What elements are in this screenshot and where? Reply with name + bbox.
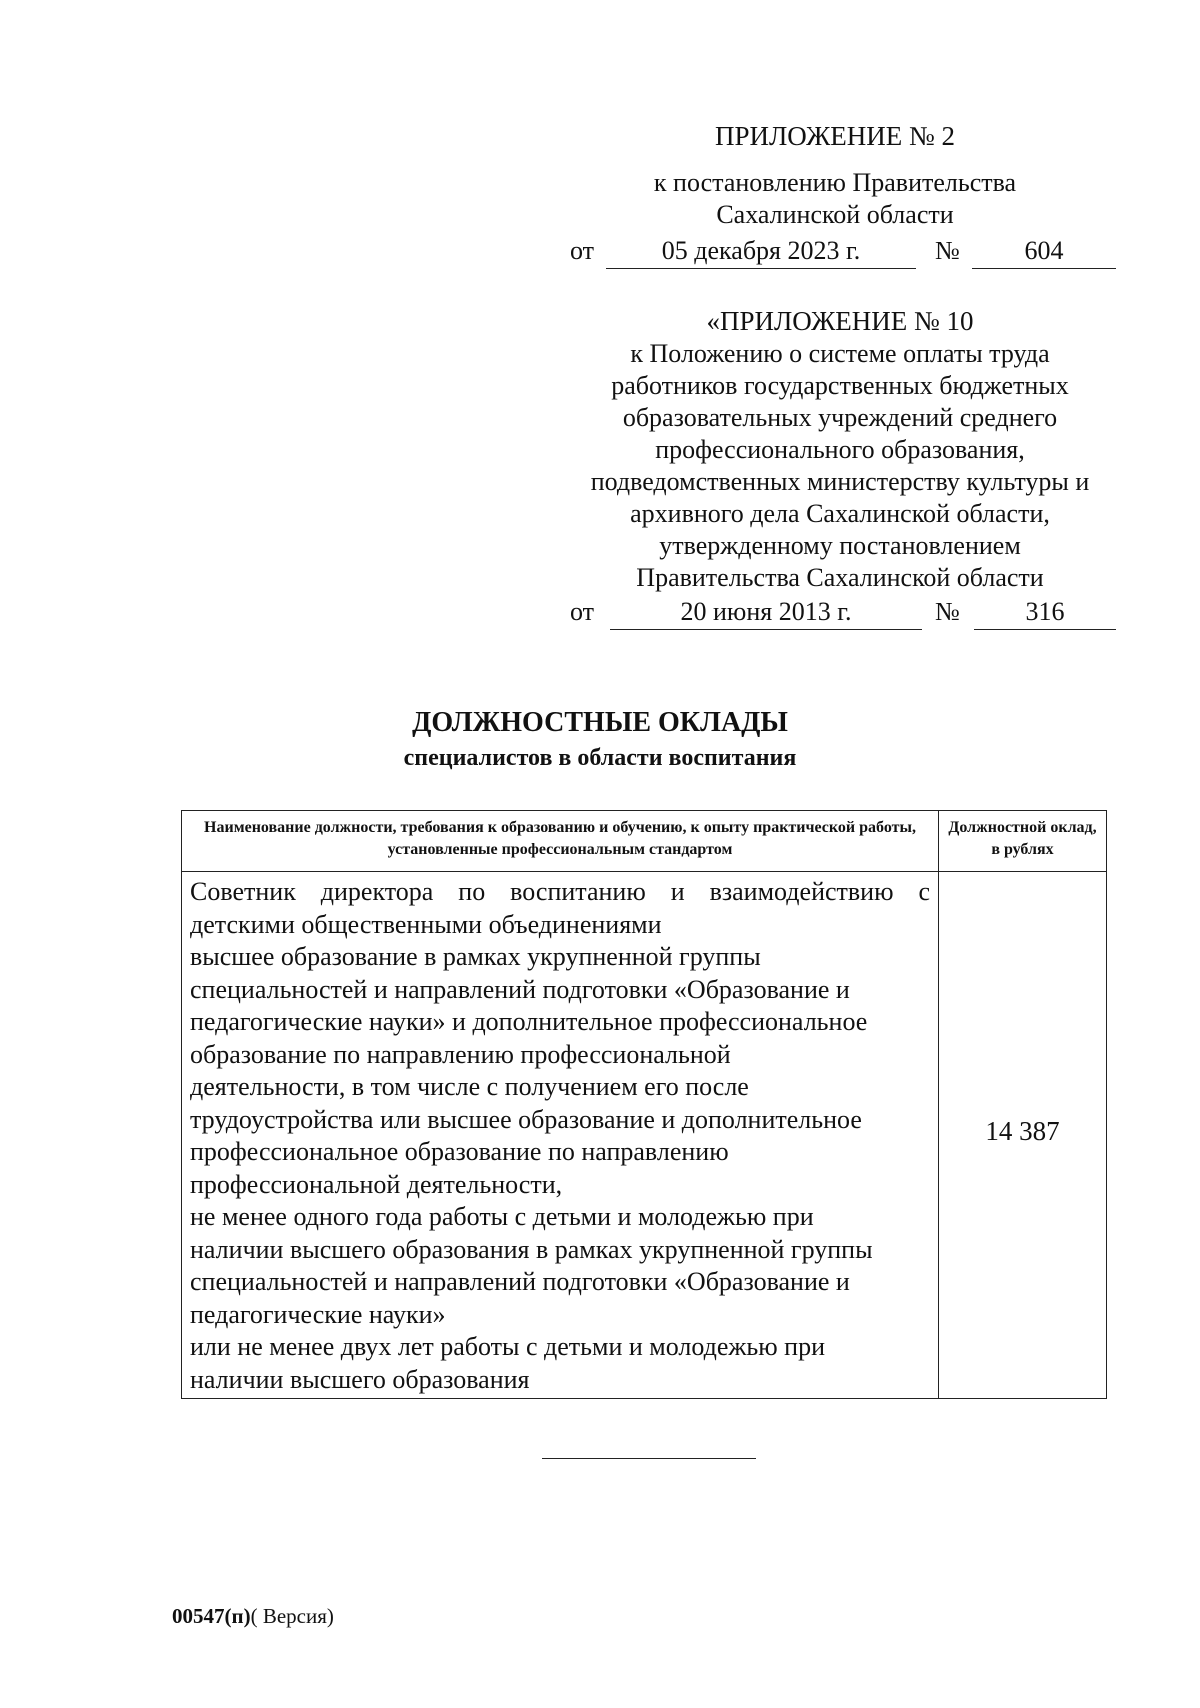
table-header-row [182,811,1107,872]
inner-appendix-from-label: от [570,597,595,626]
appendix-line2: Сахалинской области [716,200,954,229]
footer-document-code [172,1604,334,1629]
inner-appendix-line: архивного дела Сахалинской области, [630,499,1050,528]
inner-appendix-number-underline [974,629,1116,630]
appendix-from-label: от [570,236,595,265]
inner-appendix-line: образовательных учреждений среднего [622,403,1058,432]
document-title: ДОЛЖНОСТНЫЕ ОКЛАДЫ [412,707,788,738]
table-row [182,872,1107,1399]
appendix-date-underline [606,268,916,269]
inner-appendix-line: профессионального образования, [655,435,1025,464]
position-title-line: Советник директора по воспитанию и взаимодействию с [190,877,930,906]
inner-appendix-no-label: № [935,597,960,626]
position-description-cell [182,872,939,1399]
closing-separator-line [542,1458,756,1459]
footer-code: 00547(п) [172,1604,251,1628]
salary-table [181,810,1107,1399]
appendix-no-label: № [935,236,960,265]
inner-appendix-date-underline [610,629,922,630]
appendix-number-underline [972,268,1116,269]
inner-appendix-date: 20 июня 2013 г. [680,597,852,626]
inner-appendix-number: 316 [1025,597,1065,626]
inner-appendix-header [560,305,1120,594]
header-salary: Должностной оклад, в рублях [939,811,1107,872]
appendix-title: ПРИЛОЖЕНИЕ № 2 [714,121,956,151]
inner-appendix-line: подведомственных министерству культуры и [590,467,1090,496]
inner-appendix-line: утвержденному постановлением [659,531,1021,560]
appendix-header [580,120,1090,231]
header-position-requirements: Наименование должности, требования к образованию и обучению, к опыту практической работы, установленные профессиональным стандартом [182,811,939,872]
inner-appendix-line: Правительства Сахалинской области [636,563,1044,592]
document-subtitle: специалистов в области воспитания [403,745,797,771]
appendix-number: 604 [1024,236,1064,265]
inner-appendix-line: к Положению о системе оплаты труда [630,339,1050,368]
salary-cell: 14 387 [939,872,1107,1399]
inner-appendix-title: «ПРИЛОЖЕНИЕ № 10 [706,306,974,336]
appendix-line1: к постановлению Правительства [653,168,1017,197]
inner-appendix-line: работников государственных бюджетных [611,371,1069,400]
footer-version: ( Версия) [250,1604,334,1628]
appendix-date: 05 декабря 2023 г. [661,236,861,265]
position-requirements-text: детскими общественными объединениями высшее образование в рамках укрупненной группы специальностей и направлений подготовки «Образование и педагогические науки» и дополнительное профессиональное образование по направлению профессиональной деятельности, в том числе с получением его после трудоустройства или высшее образование и дополнительное профессиональное образование по направлению профессиональной деятельности, не менее одного года работы с детьми и молодежью при наличии высшего образования в рамках укрупненной группы специальностей и направлений подготовки «Образование и педагогические науки» или не менее двух лет работы с детьми и молодежью при наличии высшего образования [190,909,873,1394]
